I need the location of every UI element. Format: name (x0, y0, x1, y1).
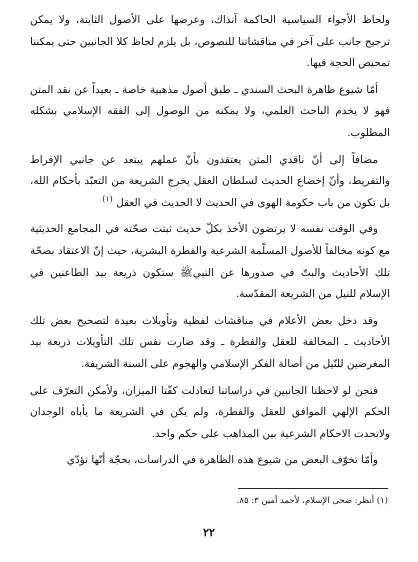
paragraph: ولحاظ الأجواء السياسية الحاكمة آنذاك، وعرضها على الأصول الثابتة، ولا يمكن ترجيح جانب على آخر في مناقشاتنا للنصوص، بل يلزم لحاظ كلا الجانبين حتى يمكننا تمحيص الحجة فيها. (30, 14, 390, 70)
paragraph: وأمّا تخوّف البعض من شيوع هذه الظاهرة في الدراسات، بحجّة أنّها تؤدّي (66, 454, 378, 467)
paragraph: وفي الوقت نفسه لا يرتضون الأخذ بكلّ حديث ثبتت صحّته في المجامع الحديثية مع كونه مخالفاً للأصول المسلّمة الشرعية والفطرة البشرية، حيث إنّ الاعتقاد بصحّة تلك الأحاديث والبتّ في صدورها عن النبيﷺ ستكون ذريعة بيد الطاعنين في الإسلام للنيل من الشريعة المقدّسة. (30, 223, 390, 301)
paragraph: فنحن لو لاحظنا الجانبين في دراساتنا لتعادلت كفّتا الميزان، ولأمكن التعرّف على الحكم الإلهي الموافق للعقل والفطرة، ولم يكن في الشريعة ما يأباه الوجدان ولاتحدت الاحكام الشرعية بين المذاهب على حكم واحد. (30, 384, 390, 440)
paragraph-text: مضافاً إلى أنّ ناقدي المتن يعتقدون بأنّ عملهم يبتعد عن جانبي الإفراط والتفريط، وأنّ إخضاع الحديث لسلطان العقل يخرج الشريعة من التعبّد بأحكام الله، بل تكون من باب حكومة الهوى في الحديث لا الحديث في العقل (30, 153, 390, 209)
paragraph (30, 150, 390, 215)
body-text (30, 10, 390, 477)
page-number: ٢٢ (203, 526, 215, 539)
paragraph: وقد دخل بعض الأعلام في مناقشات لفظية وتأويلات بعيدة لتصحيح بعض تلك الأحاديث ـ المخالفة للعقل والفطرة ـ وقد صارت نفس تلك التأويلات ذريعة بيد المغرضين للنّيل من أصالة الفكر الإسلامي والهجوم على السنة الشريفة. (30, 314, 390, 370)
footnote-reference[interactable]: (١) (102, 194, 113, 204)
footnote: (١) أنظر: ضحى الإسلام، لأحمد أمين ٣: ٨٥. (236, 496, 388, 506)
paragraph: أمّا شيوع ظاهرة البحث السندي ـ طبق أصول مذهبية خاصة ـ بعيداً عن نقد المتن فهو لا يخدم الباحث العلمي، ولا يمكنه من الوصول إلى الفقه الإسلامي بشكله المطلوب. (30, 83, 390, 139)
footnote-divider (238, 488, 388, 489)
